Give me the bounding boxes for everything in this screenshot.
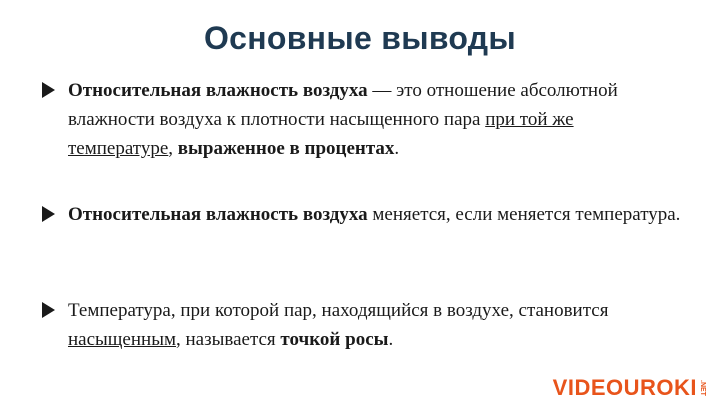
bold-term: Относительная влажность воздуха [68, 80, 368, 101]
text-segment: — это отношение абсолютной влажности воздуха к плотности насыщенного пара [68, 80, 618, 130]
bullet-text [68, 76, 682, 163]
bullet-item-dew-point [42, 296, 682, 354]
triangle-right-icon [42, 206, 55, 222]
logo-part-vi: VI [552, 375, 575, 400]
triangle-right-icon [42, 302, 55, 318]
bold-phrase: точкой росы [280, 329, 389, 350]
text-segment: . [388, 329, 394, 350]
text-segment: меняется, если меняется температура. [367, 204, 681, 225]
videouroki-logo [553, 375, 706, 401]
triangle-right-icon [42, 82, 55, 98]
underlined-phrase: насыщенным [68, 329, 176, 350]
bullet-item-temperature-change [42, 200, 682, 229]
text-segment: , [168, 138, 178, 159]
slide-title: Основные выводы [203, 20, 517, 56]
bold-phrase: выраженное в процентах [177, 138, 395, 159]
bullet-text [68, 296, 682, 354]
bold-term: Относительная влажность воздуха [68, 204, 368, 225]
underlined-phrase: при той же температуре [68, 109, 574, 159]
text-segment: . [394, 138, 400, 159]
bullet-text [68, 200, 682, 229]
text-segment: , называется [176, 329, 281, 350]
logo-suffix: .NET [699, 380, 706, 396]
logo-part-rest: DEOUROKI [574, 375, 697, 400]
text-segment: Температура, при которой пар, находящийся в воздухе, становится [68, 300, 609, 321]
bullet-item-definition [42, 76, 682, 163]
